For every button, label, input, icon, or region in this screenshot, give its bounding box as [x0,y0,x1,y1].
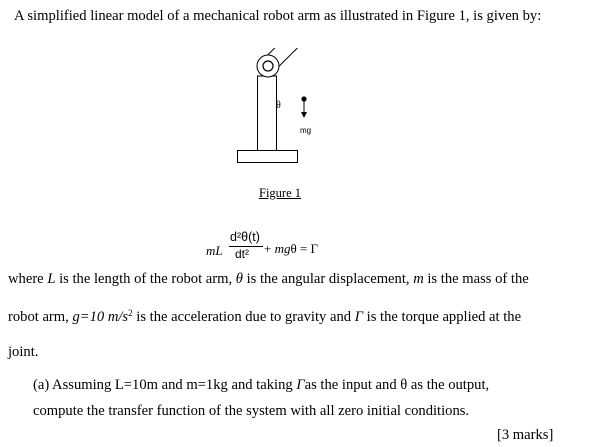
paragraph-line-2 [8,309,521,326]
support-post [258,76,277,151]
mg-label: mg [300,126,312,135]
equation-equals: = Γ [299,241,319,256]
symbol-L: L [47,271,56,287]
equation-mg: mg [274,241,291,256]
text-span: is the mass of the [423,271,529,287]
equation-plus: + [264,241,272,256]
text-span: robot arm, [8,309,73,325]
text-span: is the angular displacement, [242,271,414,287]
part-a-line-2: compute the transfer function of the system with all zero initial conditions. [33,403,470,419]
equation-denominator: dt² [235,247,250,261]
symbol-gamma: Γ [354,309,364,325]
text-span: where [8,271,48,287]
figure-caption: Figure 1 [259,186,302,200]
equation-numerator: d²θ(t) [230,230,260,244]
symbol-theta: θ [235,271,243,287]
theta-label: θ [276,100,281,111]
intro-text: A simplified linear model of a mechanical robot arm as illustrated in Figure 1, is given by: [14,8,542,24]
text-span: is the acceleration due to gravity and [132,309,355,325]
equation [206,230,356,266]
text-span: (a) Assuming L=10m and m=1kg and taking [33,377,297,393]
paragraph-line-3: joint. [8,344,39,360]
joint-pivot-inner [263,61,273,71]
equation-mL: mL [206,243,223,258]
symbol-gamma: Γ [296,377,305,393]
symbol-g: g=10 m/s [72,309,129,325]
superscript: 2 [128,308,133,318]
robot-arm-figure [228,48,348,173]
symbol-m: m [413,271,424,287]
part-a-line-1 [33,377,489,394]
text-span: is the torque applied at the [363,309,522,325]
gravity-arrowhead [301,112,307,118]
mass-point [301,96,306,101]
marks-label: [3 marks] [497,427,554,443]
base-plate [238,151,298,163]
text-span: is the length of the robot arm, [55,271,236,287]
equation-rest [264,241,318,257]
paragraph-line-1 [8,271,529,288]
equation-theta: θ [290,241,297,256]
text-span: as the input and θ as the output, [304,377,490,393]
